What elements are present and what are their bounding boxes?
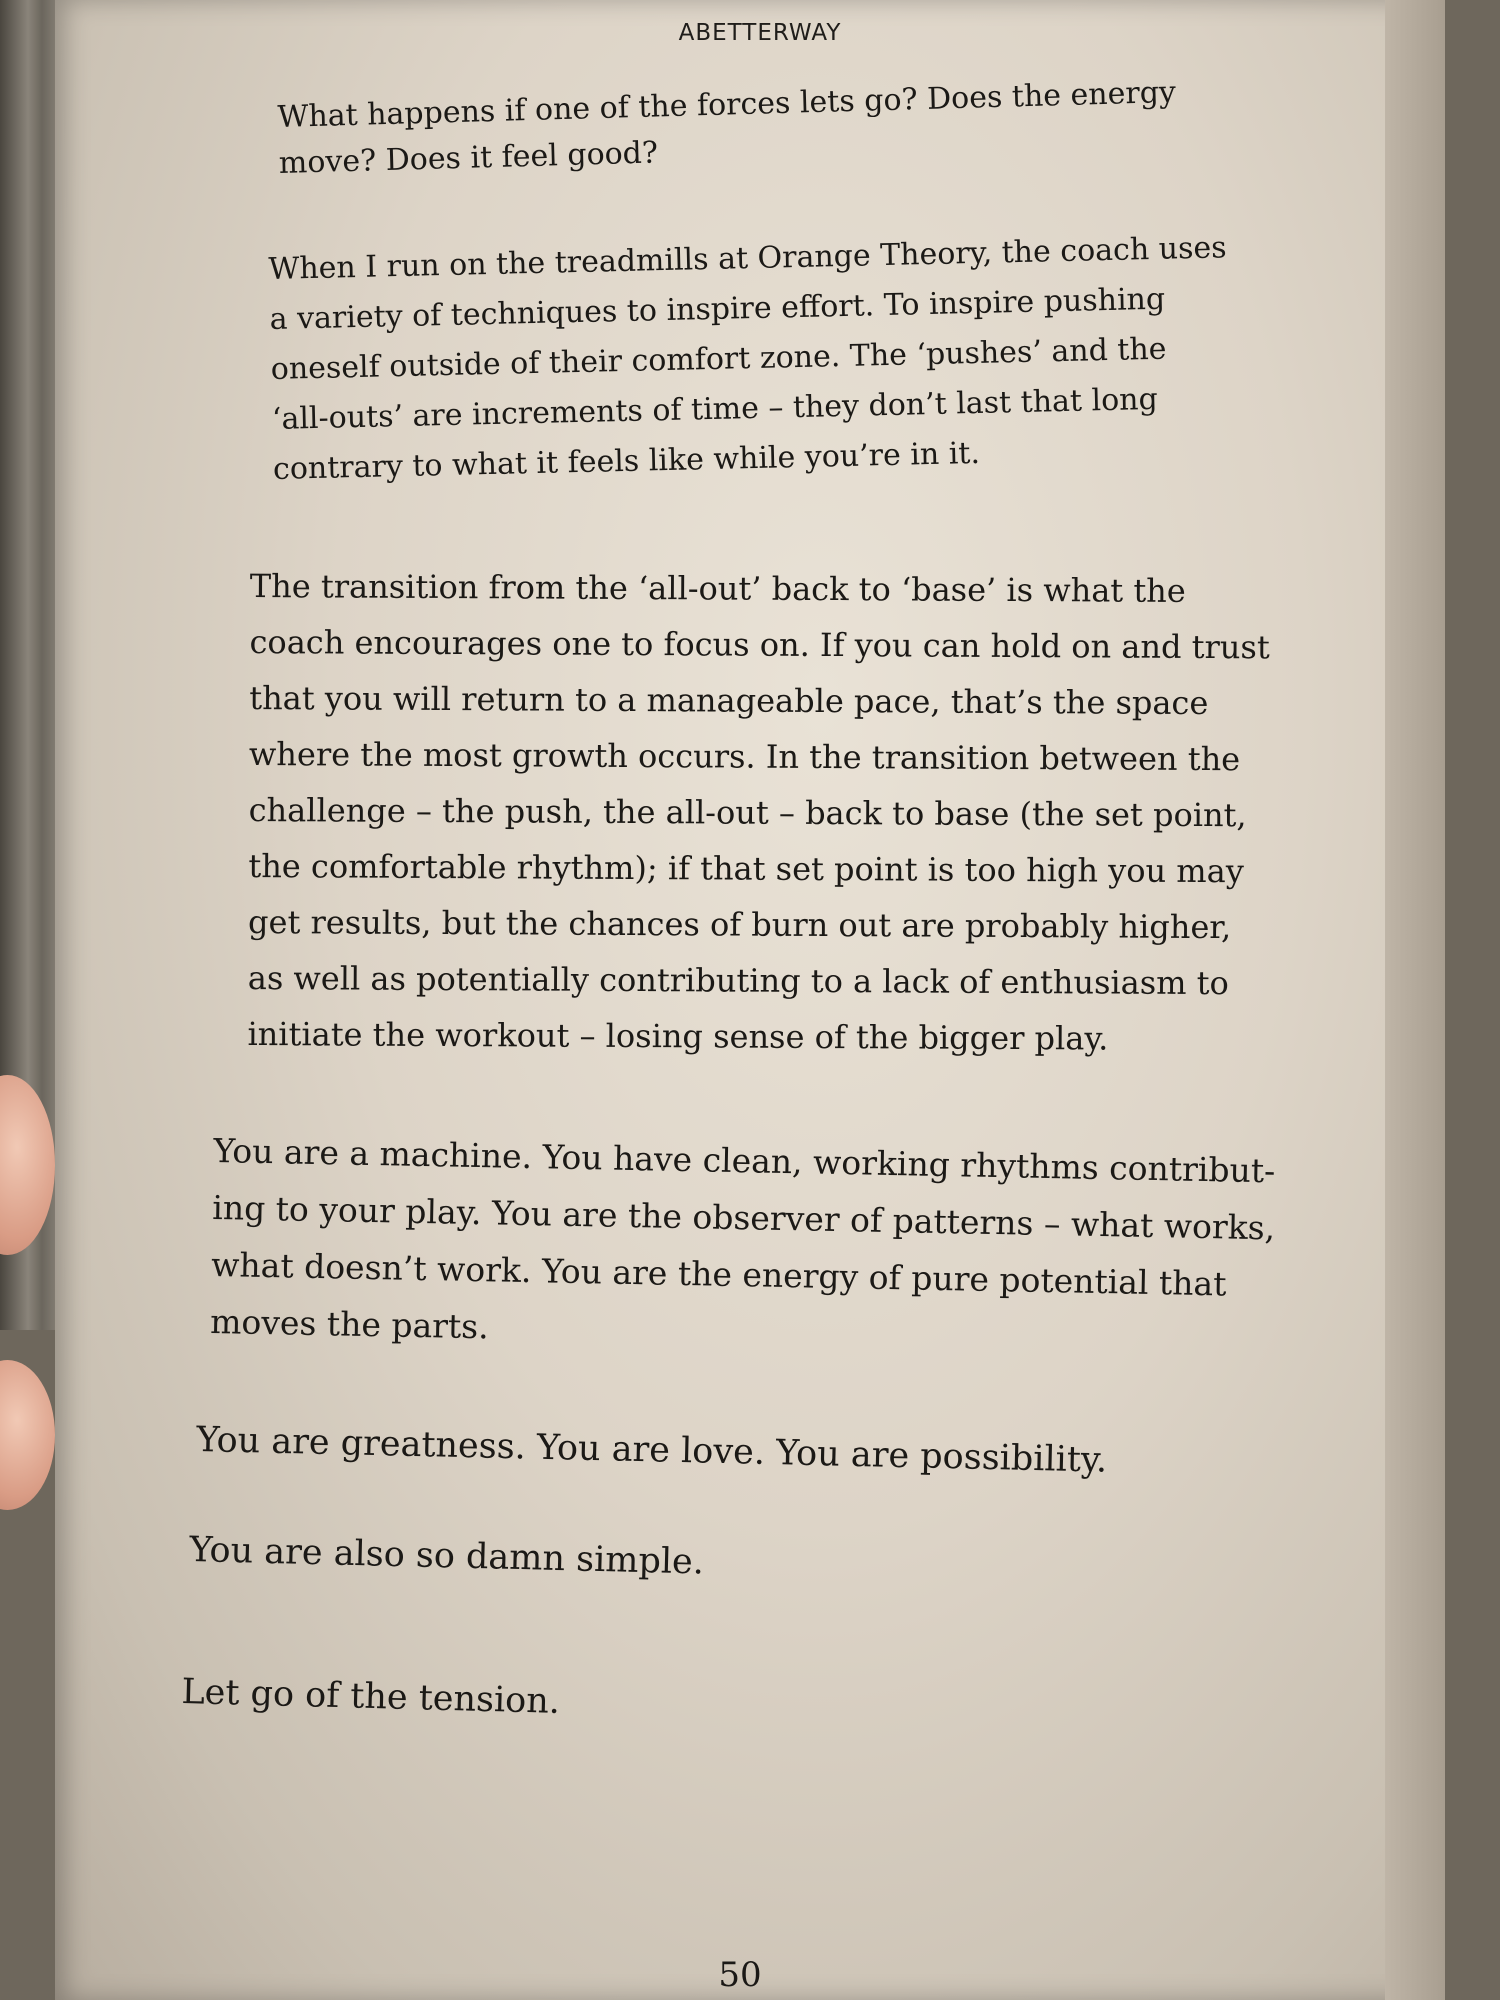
text-line: The transition from the ‘all-out’ back to ‘base’ is what the: [249, 566, 1186, 610]
text-line: ing to your play. You are the observer of patterns – what works,: [211, 1187, 1276, 1248]
text-line: the comfortable rhythm); if that set point is too high you may: [248, 846, 1244, 891]
text-line: where the most growth occurs. In the transition between the: [248, 734, 1241, 779]
text-line: what doesn’t work. You are the energy of pure potential that: [210, 1244, 1227, 1304]
text-line: Let go of the tension.: [180, 1672, 561, 1722]
text-line: contrary to what it feels like while you’re in it.: [272, 435, 981, 487]
text-line: You are greatness. You are love. You are possibility.: [196, 1420, 1108, 1481]
text-line: ‘all-outs’ are increments of time – they don’t last that long: [271, 381, 1159, 437]
text-line: challenge – the push, the all-out – back to base (the set point,: [248, 790, 1247, 835]
page-number: 50: [718, 1955, 762, 1995]
text-line: initiate the workout – losing sense of the bigger play.: [247, 1014, 1109, 1058]
text-line: oneself outside of their comfort zone. The ‘pushes’ and the: [270, 331, 1167, 387]
text-line: a variety of techniques to inspire effort. To inspire pushing: [269, 281, 1166, 337]
text-line: get results, but the chances of burn out are probably higher,: [247, 902, 1232, 947]
text-line: that you will return to a manageable pace, that’s the space: [249, 678, 1209, 723]
text-line: When I run on the treadmills at Orange Theory, the coach uses: [268, 230, 1227, 287]
paragraph-3: [247, 558, 1310, 1068]
text-line: What happens if one of the forces lets go? Does the energy: [277, 74, 1177, 135]
text-line: You are a machine. You have clean, working rhythms contribut-: [213, 1130, 1276, 1191]
text-line: moves the parts.: [209, 1301, 490, 1347]
paragraph-2: [268, 222, 1283, 495]
page-curl-shadow: [1385, 0, 1445, 2000]
paragraph-4: [210, 1122, 1324, 1371]
running-header: ABETTERWAY: [678, 20, 842, 46]
text-line: coach encourages one to focus on. If you can hold on and trust: [249, 622, 1270, 667]
text-line: move? Does it feel good?: [278, 135, 659, 181]
text-line: as well as potentially contributing to a lack of enthusiasm to: [247, 958, 1229, 1003]
holding-finger: [0, 1360, 55, 1510]
text-line: You are also so damn simple.: [189, 1530, 705, 1583]
